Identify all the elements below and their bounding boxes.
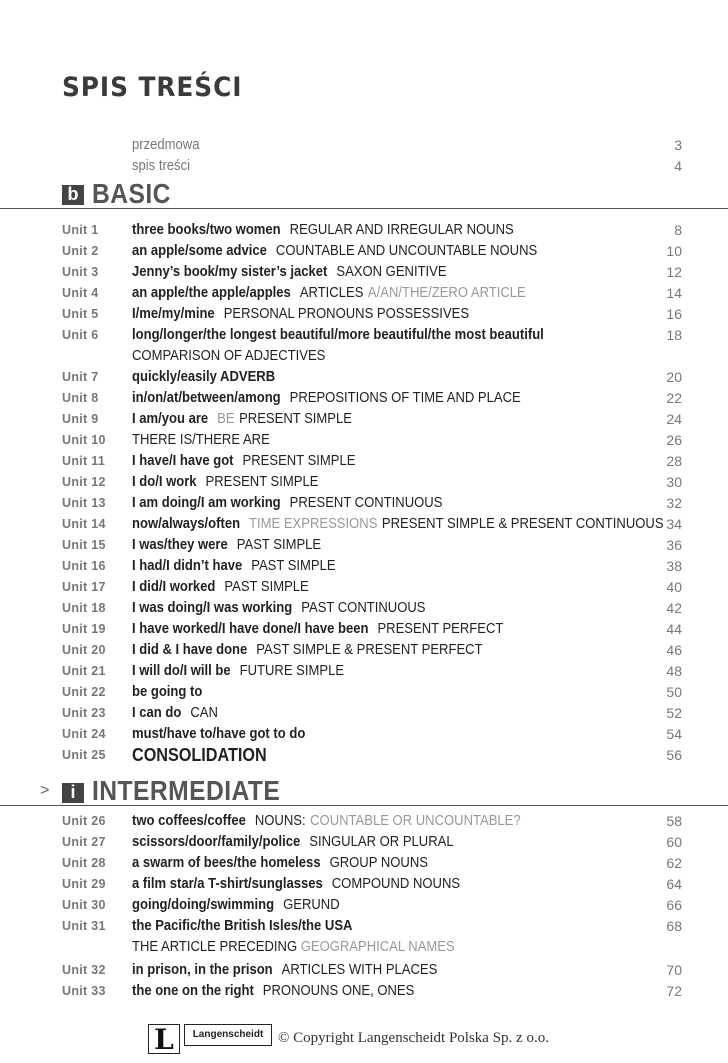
toc-unit-row[interactable] — [0, 304, 728, 325]
section-basic-header — [0, 178, 728, 211]
unit-label: Unit 32 — [62, 963, 106, 977]
unit-topic: COMPARISON OF ADJECTIVES — [132, 348, 326, 364]
page-number: 48 — [666, 663, 682, 679]
unit-label: Unit 18 — [62, 601, 106, 615]
page-number: 56 — [666, 747, 682, 763]
toc-unit-row[interactable] — [0, 981, 728, 1002]
page-number: 62 — [666, 855, 682, 871]
toc-unit-row[interactable] — [0, 367, 728, 388]
page-number: 66 — [666, 897, 682, 913]
unit-label: Unit 12 — [62, 475, 106, 489]
unit-keywords: I/me/my/mine — [132, 306, 215, 322]
publisher-name: Langenscheidt — [184, 1024, 272, 1046]
toc-unit-row[interactable] — [0, 853, 728, 874]
toc-intro-row[interactable] — [0, 135, 728, 156]
unit-keywords: I do/I work — [132, 474, 197, 490]
unit-title — [132, 577, 309, 598]
page-number: 22 — [666, 390, 682, 406]
unit-title — [132, 304, 469, 325]
unit-keywords: Jenny’s book/my sister’s jacket — [132, 264, 328, 280]
toc-unit-row[interactable] — [0, 283, 728, 304]
unit-keywords: I can do — [132, 705, 182, 721]
unit-title — [132, 832, 454, 853]
unit-topic: NOUNS: — [254, 813, 306, 829]
unit-title — [132, 895, 340, 916]
page-number: 24 — [666, 411, 682, 427]
unit-topic: ARTICLES WITH PLACES — [281, 962, 438, 978]
unit-keywords: a swarm of bees/the homeless — [132, 855, 321, 871]
toc-unit-row[interactable] — [0, 745, 728, 766]
section-divider — [0, 805, 728, 806]
page-number: 70 — [666, 962, 682, 978]
page-number: 44 — [666, 621, 682, 637]
unit-keywords: two coffees/coffee — [132, 813, 246, 829]
unit-label: Unit 23 — [62, 706, 106, 720]
unit-title — [132, 619, 503, 640]
toc-unit-row[interactable] — [0, 916, 728, 937]
unit-label: Unit 7 — [62, 370, 99, 384]
arrow-icon: > — [40, 782, 50, 799]
unit-keywords: an apple/the apple/apples — [132, 285, 291, 301]
unit-topic: PAST SIMPLE — [236, 537, 322, 553]
unit-topic-soft: A/AN/THE/ZERO ARTICLE — [367, 285, 526, 301]
section-intermediate-header — [0, 775, 728, 808]
toc-unit-row[interactable] — [0, 811, 728, 832]
toc-unit-row[interactable] — [0, 514, 728, 535]
page-number: 40 — [666, 579, 682, 595]
page-number: 28 — [666, 453, 682, 469]
unit-title — [132, 220, 514, 241]
unit-title — [132, 514, 664, 535]
unit-label: Unit 20 — [62, 643, 106, 657]
toc-unit-row-continuation — [0, 346, 728, 367]
unit-title — [132, 745, 267, 768]
unit-title — [132, 640, 483, 661]
page-number: 34 — [666, 516, 682, 532]
unit-label: Unit 30 — [62, 898, 106, 912]
page-number: 36 — [666, 537, 682, 553]
unit-title — [132, 409, 352, 430]
page-number: 38 — [666, 558, 682, 574]
unit-title — [132, 853, 428, 874]
unit-topic: PRESENT CONTINUOUS — [289, 495, 443, 511]
unit-label: Unit 9 — [62, 412, 99, 426]
unit-keywords: long/longer/the longest beautiful/more beautiful/the most beautiful — [132, 327, 544, 343]
unit-topic: THE ARTICLE PRECEDING — [132, 939, 298, 955]
unit-keywords: quickly/easily ADVERB — [132, 369, 276, 385]
unit-keywords: I will do/I will be — [132, 663, 231, 679]
toc-unit-row[interactable] — [0, 451, 728, 472]
unit-title — [132, 283, 526, 304]
unit-label: Unit 25 — [62, 748, 106, 762]
unit-keywords: must/have to/have got to do — [132, 726, 306, 742]
page-number: 50 — [666, 684, 682, 700]
unit-keywords: CONSOLIDATION — [132, 745, 267, 765]
toc-unit-row[interactable] — [0, 430, 728, 451]
unit-keywords: I was doing/I was working — [132, 600, 293, 616]
page-number: 14 — [666, 285, 682, 301]
unit-title — [132, 388, 521, 409]
unit-topic: COUNTABLE AND UNCOUNTABLE NOUNS — [275, 243, 538, 259]
page-number: 12 — [666, 264, 682, 280]
unit-keywords: in/on/at/between/among — [132, 390, 281, 406]
unit-keywords: in prison, in the prison — [132, 962, 273, 978]
unit-keywords: I did/I worked — [132, 579, 216, 595]
unit-label: Unit 8 — [62, 391, 99, 405]
unit-keywords: the one on the right — [132, 983, 254, 999]
page-number: 3 — [674, 137, 682, 153]
page-number: 46 — [666, 642, 682, 658]
toc-unit-row[interactable] — [0, 640, 728, 661]
unit-keywords: an apple/some advice — [132, 243, 267, 259]
unit-label: Unit 24 — [62, 727, 106, 741]
unit-label: Unit 28 — [62, 856, 106, 870]
unit-title — [132, 556, 336, 577]
unit-title — [132, 598, 425, 619]
page-number: 30 — [666, 474, 682, 490]
unit-topic — [132, 346, 325, 367]
page-number: 42 — [666, 600, 682, 616]
page-number: 60 — [666, 834, 682, 850]
page-number: 32 — [666, 495, 682, 511]
unit-title — [132, 430, 270, 451]
unit-title — [132, 682, 202, 703]
unit-keywords: I have worked/I have done/I have been — [132, 621, 369, 637]
unit-topic: FUTURE SIMPLE — [239, 663, 345, 679]
toc-unit-row[interactable] — [0, 220, 728, 241]
toc-unit-row[interactable] — [0, 577, 728, 598]
section-badge: i — [62, 783, 84, 803]
toc-unit-row[interactable] — [0, 682, 728, 703]
unit-title — [132, 811, 521, 832]
toc-unit-row[interactable] — [0, 960, 728, 981]
unit-label: Unit 5 — [62, 307, 99, 321]
unit-title — [132, 325, 544, 346]
unit-label: Unit 26 — [62, 814, 106, 828]
unit-title — [132, 451, 355, 472]
unit-label: Unit 4 — [62, 286, 99, 300]
unit-label: Unit 6 — [62, 328, 99, 342]
page-number: 26 — [666, 432, 682, 448]
toc-unit-row[interactable] — [0, 556, 728, 577]
unit-title — [132, 703, 218, 724]
unit-topic: THERE IS/THERE ARE — [132, 432, 270, 448]
unit-label: Unit 19 — [62, 622, 106, 636]
toc-unit-row[interactable] — [0, 325, 728, 346]
unit-title — [132, 241, 537, 262]
unit-topic: PRESENT SIMPLE — [205, 474, 319, 490]
unit-topic: PRESENT SIMPLE — [242, 453, 356, 469]
unit-topic: PRESENT SIMPLE & PRESENT CONTINUOUS — [381, 516, 664, 532]
unit-topic-soft: TIME EXPRESSIONS — [249, 516, 378, 532]
unit-title — [132, 262, 447, 283]
unit-keywords: I am/you are — [132, 411, 209, 427]
page-number: 54 — [666, 726, 682, 742]
unit-label: Unit 11 — [62, 454, 106, 468]
unit-topic: SAXON GENITIVE — [336, 264, 447, 280]
unit-keywords: a film star/a T-shirt/sunglasses — [132, 876, 323, 892]
page-number: 16 — [666, 306, 682, 322]
unit-keywords: I had/I didn’t have — [132, 558, 243, 574]
unit-topic: PAST SIMPLE — [224, 579, 309, 595]
unit-topic: COMPOUND NOUNS — [331, 876, 461, 892]
section-badge: b — [62, 185, 84, 205]
page-number: 64 — [666, 876, 682, 892]
page-title: SPIS TREŚCI — [62, 72, 243, 103]
unit-label: Unit 2 — [62, 244, 99, 258]
toc-unit-row[interactable] — [0, 493, 728, 514]
unit-label: Unit 15 — [62, 538, 106, 552]
unit-label: Unit 31 — [62, 919, 106, 933]
toc-unit-row[interactable] — [0, 895, 728, 916]
unit-keywords: I was/they were — [132, 537, 228, 553]
unit-title — [132, 916, 352, 937]
unit-topic: PAST SIMPLE — [251, 558, 336, 574]
unit-label: Unit 33 — [62, 984, 106, 998]
toc-unit-row[interactable] — [0, 409, 728, 430]
unit-topic: PERSONAL PRONOUNS POSSESSIVES — [223, 306, 470, 322]
page-number: 8 — [674, 222, 682, 238]
unit-topic: ARTICLES — [299, 285, 364, 301]
unit-title — [132, 367, 275, 388]
unit-title — [132, 724, 305, 745]
toc-intro-row[interactable] — [0, 156, 728, 177]
unit-topic-soft: COUNTABLE OR UNCOUNTABLE? — [310, 813, 521, 829]
toc-unit-row[interactable] — [0, 874, 728, 895]
unit-label: Unit 21 — [62, 664, 106, 678]
unit-topic: GROUP NOUNS — [329, 855, 428, 871]
toc-unit-row[interactable] — [0, 241, 728, 262]
toc-unit-row[interactable] — [0, 619, 728, 640]
unit-title — [132, 960, 437, 981]
toc-unit-row[interactable] — [0, 262, 728, 283]
toc-unit-row[interactable] — [0, 703, 728, 724]
toc-unit-row-continuation — [0, 937, 728, 958]
unit-label: Unit 27 — [62, 835, 106, 849]
page-number: 52 — [666, 705, 682, 721]
toc-unit-row[interactable] — [0, 472, 728, 493]
unit-topic: PAST SIMPLE & PRESENT PERFECT — [256, 642, 483, 658]
copyright-notice: © Copyright Langenscheidt Polska Sp. z o.o. — [278, 1030, 549, 1046]
toc-unit-row[interactable] — [0, 535, 728, 556]
unit-topic: PRONOUNS ONE, ONES — [262, 983, 415, 999]
section-divider — [0, 208, 728, 209]
unit-label: Unit 3 — [62, 265, 99, 279]
unit-topic: REGULAR AND IRREGULAR NOUNS — [289, 222, 514, 238]
page-number: 68 — [666, 918, 682, 934]
unit-topic: CAN — [190, 705, 218, 721]
unit-keywords: three books/two women — [132, 222, 281, 238]
toc-unit-row[interactable] — [0, 832, 728, 853]
section-title: BASIC — [92, 178, 171, 209]
unit-title — [132, 493, 442, 514]
unit-keywords: scissors/door/family/police — [132, 834, 301, 850]
unit-label: Unit 17 — [62, 580, 106, 594]
unit-keywords: now/always/often — [132, 516, 241, 532]
unit-topic-soft: BE — [217, 411, 235, 427]
unit-title — [132, 472, 318, 493]
unit-keywords: I did & I have done — [132, 642, 248, 658]
page-number: 58 — [666, 813, 682, 829]
publisher-logo: L — [148, 1024, 180, 1054]
unit-label: Unit 10 — [62, 433, 106, 447]
unit-keywords: I am doing/I am working — [132, 495, 281, 511]
page-number: 72 — [666, 983, 682, 999]
toc-unit-row[interactable] — [0, 724, 728, 745]
toc-unit-row[interactable] — [0, 388, 728, 409]
section-title: INTERMEDIATE — [92, 775, 281, 806]
footer — [148, 1024, 598, 1054]
page-number: 10 — [666, 243, 682, 259]
unit-topic: PREPOSITIONS OF TIME AND PLACE — [289, 390, 521, 406]
unit-title — [132, 874, 460, 895]
unit-topic — [132, 937, 455, 958]
unit-topic-soft: GEOGRAPHICAL NAMES — [300, 939, 455, 955]
unit-title — [132, 981, 414, 1002]
unit-label: Unit 16 — [62, 559, 106, 573]
page-number: 18 — [666, 327, 682, 343]
intro-label: przedmowa — [132, 137, 200, 153]
unit-keywords: I have/I have got — [132, 453, 234, 469]
intro-label: spis treści — [132, 158, 191, 174]
unit-keywords: be going to — [132, 684, 203, 700]
toc-unit-row[interactable] — [0, 598, 728, 619]
unit-keywords: the Pacific/the British Isles/the USA — [132, 918, 353, 934]
unit-topic: PRESENT PERFECT — [377, 621, 504, 637]
unit-label: Unit 1 — [62, 223, 99, 237]
unit-label: Unit 14 — [62, 517, 106, 531]
unit-label: Unit 22 — [62, 685, 106, 699]
unit-label: Unit 29 — [62, 877, 106, 891]
page-number: 4 — [674, 158, 682, 174]
unit-title — [132, 661, 344, 682]
unit-topic: SINGULAR OR PLURAL — [309, 834, 454, 850]
unit-topic: GERUND — [283, 897, 340, 913]
unit-topic: PAST CONTINUOUS — [301, 600, 426, 616]
page-number: 20 — [666, 369, 682, 385]
unit-title — [132, 535, 321, 556]
toc-unit-row[interactable] — [0, 661, 728, 682]
unit-label: Unit 13 — [62, 496, 106, 510]
unit-topic: PRESENT SIMPLE — [239, 411, 352, 427]
unit-keywords: going/doing/swimming — [132, 897, 275, 913]
